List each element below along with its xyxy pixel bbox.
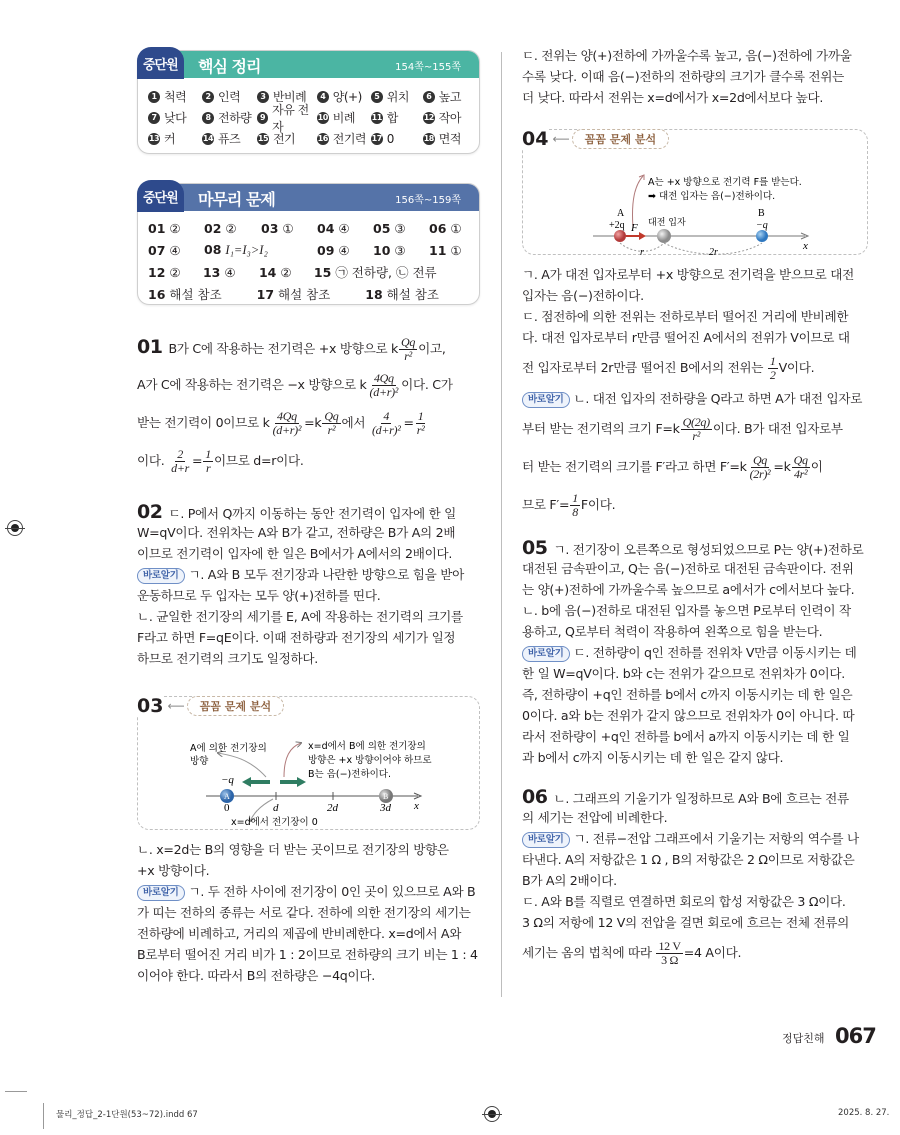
answer-row [148, 217, 471, 239]
fraction: $\frac{4Qq}{\text{(d+r)²}}$ [369, 371, 399, 399]
core-summary-title: 핵심 정리 [198, 57, 261, 76]
key-term: 14 퓨즈 [202, 132, 241, 146]
answer-item: 12 ② [148, 264, 181, 280]
answer-row [148, 261, 471, 283]
numbered-circle-icon: 18 [423, 134, 434, 143]
answer-item: 04 ④ [317, 220, 350, 236]
numbered-circle-icon: 6 [423, 91, 435, 103]
final-answers-grid [138, 211, 479, 315]
analysis-label: 꼼꼼 문제 분석 [572, 129, 669, 149]
key-term: 8 전하량 [202, 109, 257, 126]
registration-mark-icon [484, 1106, 500, 1122]
answer-item: 06 ① [429, 220, 462, 236]
numbered-circle-icon: 3 [257, 91, 269, 103]
numbered-circle-icon: 17 [371, 134, 382, 143]
svg-text:−q: −q [756, 220, 768, 231]
answer-item: 05 ③ [373, 220, 406, 236]
svg-text:r: r [640, 247, 644, 256]
svg-text:대전 입자: 대전 입자 [648, 218, 686, 228]
answer-item: 09 ④ [317, 242, 350, 258]
answer-row [148, 239, 471, 261]
registration-mark-icon [7, 520, 23, 536]
numbered-circle-icon: 4 [317, 91, 329, 103]
svg-text:A는 +x 방향으로 전기력 F를 받는다.: A는 +x 방향으로 전기력 F를 받는다. [648, 177, 802, 188]
svg-text:B는 음(−)전하이다.: B는 음(−)전하이다. [308, 769, 391, 780]
key-term: 17 0 [371, 131, 394, 146]
key-row [148, 102, 471, 134]
svg-text:A: A [224, 792, 230, 801]
answer-item: 07 ④ [148, 242, 181, 258]
question-number: 03 [137, 695, 164, 717]
svg-text:A에 의한 전기장의: A에 의한 전기장의 [190, 743, 267, 754]
coulomb-force-diagram [523, 130, 869, 256]
key-term: 3 반비례 [257, 88, 317, 105]
numbered-circle-icon: 15 [257, 134, 269, 143]
answer-item: 14 ② [258, 264, 292, 280]
section-label: 정답친해 [782, 1032, 825, 1045]
fraction: $\frac{1}{8}$ [572, 491, 578, 519]
svg-text:A: A [617, 208, 625, 219]
svg-text:+2q: +2q [609, 220, 625, 231]
fraction: $\frac{1}{r}$ [205, 447, 211, 475]
svg-text:0: 0 [224, 802, 230, 814]
analysis-box-04: 04 ⟵ 꼼꼼 문제 분석 A는 +x 방향으로 전기력 F를 받는다. ➡ 대전 입자는 음(−)전하이다. A +2q F 대전 입자 B −q r 2r x [522, 129, 868, 255]
fraction: $\frac{2}{d+r}$ [171, 447, 190, 475]
answer-06: 06 ㄴ. 그래프의 기울기가 일정하므로 A와 B에 흐르는 전류 의 세기는 전압에 비례한다. 바로알기 ㄱ. 전류−전압 그래프에서 기울기는 저항의 역수를 나 타낸다. A의 저항값은 1 Ω , B의 저항값은 2 Ω이므로 저항값은 B가 A의 2배이다. ㄷ. A와 B를 직렬로 연결하면 회로의 합성 저항값은 3 Ω이다. 3 Ω의 저항에 12 V의 전압을 걸면 회로에 흐르는 전체 전류의 세기는 옴의 법칙에 따라 $\frac{12 V}{3 \Omega}$ =4 A이다. [522, 786, 859, 967]
page-number: 067 [835, 1024, 876, 1048]
numbered-circle-icon: 2 [202, 91, 214, 103]
answer-05: 05 ㄱ. 전기장이 오른쪽으로 형성되었으므로 P는 양(+)전하로 대전된 금속판이고, Q는 음(−)전하로 대전된 금속판이다. 전위 는 양(+)전하에 가까울수록 높으므로 a에서가 c에서보다 높다. ㄴ. b에 음(−)전하로 대전된 입자를 놓으면 P로부터 인력이 작 용하고, Q로부터 척력이 작용하여 왼쪽으로 힘을 받는다. 바로알기 ㄷ. 전하량이 q인 전하를 전위차 V만큼 이동시키는 데 한 일 W=qV이다. b와 c는 전위가 같으므로 전위차가 0이다. 즉, 전하량이 +q인 전하를 b에서 c까지 이동시키는 데 한 일은 0이다. a와 b는 전위가 같지 않으므로 전위차가 0이 아니다. 따 라서 전하량이 +q인 전하를 b에서 a까지 이동시키는 데 한 일 과 b에서 c까지 이동시키는 데 한 일은 같지 않다. [522, 537, 864, 765]
final-answers-title: 마무리 문제 [198, 190, 275, 209]
key-row [148, 128, 471, 149]
numbered-circle-icon: 5 [371, 91, 383, 103]
question-number: 05 [522, 537, 548, 559]
fraction: $\frac{Qq}{\text{r²}}$ [401, 335, 416, 363]
column-divider [501, 52, 502, 997]
svg-text:B: B [758, 208, 765, 219]
key-term: 16 전기력 [317, 132, 367, 146]
svg-text:x=d에서 전기장이 0: x=d에서 전기장이 0 [231, 817, 318, 828]
svg-text:2d: 2d [327, 802, 338, 814]
key-term: 10 비례 [317, 111, 355, 125]
svg-text:F: F [631, 222, 638, 234]
section-tag: 중단원 [137, 47, 184, 79]
numbered-circle-icon: 10 [317, 113, 328, 122]
fraction: $\frac{4Qq}{\text{(d+r)²}}$ [272, 409, 302, 437]
fraction: $\frac{Qq}{\text{(2r)²}}$ [749, 453, 771, 481]
analysis-label: 꼼꼼 문제 분석 [187, 696, 284, 716]
core-summary-pages: 154쪽~155쪽 [395, 62, 461, 73]
electric-field-diagram [138, 697, 481, 831]
key-term: 7 낮다 [148, 109, 202, 126]
numbered-circle-icon: 11 [371, 113, 382, 122]
answer-item: 01 ② [148, 220, 181, 236]
correction-badge: 바로알기 [137, 885, 185, 901]
svg-text:방향은 +x 방향이어야 하므로: 방향은 +x 방향이어야 하므로 [308, 755, 432, 766]
answer-item: 15 ㉠ 전하량, ㉡ 전류 [313, 265, 437, 280]
right-column [522, 50, 868, 972]
correction-badge: 바로알기 [522, 646, 570, 662]
answer-item: 03 ① [261, 220, 294, 236]
svg-text:d: d [273, 802, 279, 814]
svg-text:방향: 방향 [190, 756, 209, 767]
answer-04: ㄱ. A가 대전 입자로부터 +x 방향으로 전기력을 받으므로 대전 입자는 음(−)전하이다. ㄷ. 점전하에 의한 전위는 전하로부터 떨어진 거리에 반비례한 다. 대전 입자로부터 r만큼 떨어진 A에서의 전위가 V이므로 대 전 입자로부터 2r만큼 떨어진 B에서의 전위는 $\frac{1}{2}$ V이다. 바로알기 ㄴ. 대전 입자의 전하량을 Q라고 하면 A가 대전 입자로 부터 받는 전기력의 크기 F=k $\frac{Q(2q)}{\text{r²}}$ 이다. B가 대전 입자로부 터 받는 전기력의 크기를 F′라고 하면 F′=k $\frac{Qq}{\text{(2r)²}}$ =k $\frac{Qq}{\text{4r²}}$ 이 므로 F′= $\frac{1}{8}$ F이다. [522, 267, 863, 519]
answer-03: ㄴ. x=2d는 B의 영향을 더 받는 곳이므로 전기장의 방향은 +x 방향이다. 바로알기 ㄱ. 두 전하 사이에 전기장이 0인 곳이 있으므로 A와 B 가 띠는 전하의 종류는 서로 같다. 전하에 의한 전기장의 세기는 전하량에 비례하고, 거리의 제곱에 반비례한다. x=d에서 A와 B로부터 떨어진 거리 비가 1 : 2이므로 전하량의 크기 비는 1 : 4 이어야 한다. 따라서 B의 전하량은 −4q이다. [137, 842, 478, 983]
key-term: 13 커 [148, 132, 176, 146]
answer-item: 13 ④ [202, 264, 236, 280]
key-term: 4 양(+) [317, 88, 371, 105]
final-answers-pages: 156쪽~159쪽 [395, 195, 461, 206]
key-term: 6 높고 [423, 88, 471, 105]
svg-text:B: B [383, 792, 389, 801]
question-number: 01 [137, 336, 163, 358]
answer-item: 16 해설 참조 [148, 287, 222, 302]
answer-03-continued: ㄷ. 전위는 양(+)전하에 가까울수록 높고, 음(−)전하에 가까울 수록 낮다. 이때 음(−)전하의 전하량의 크기가 클수록 전위는 더 낮다. 따라서 전위는 x=d에서가 x=2d에서보다 높다. [522, 48, 852, 105]
fraction: $\frac{1}{2}$ [769, 354, 776, 382]
svg-text:x: x [803, 240, 808, 252]
slug-date: 2025. 8. 27. [838, 1108, 890, 1118]
key-term: 15 전기 [257, 132, 296, 146]
numbered-circle-icon: 12 [423, 113, 434, 122]
numbered-circle-icon: 13 [148, 134, 160, 143]
fraction: $\frac{12 V}{3 \Omega}$ [658, 939, 681, 967]
crop-mark [43, 1103, 44, 1129]
key-term: 11 합 [371, 111, 398, 125]
core-summary-keys [138, 78, 479, 159]
answer-item: 18 해설 참조 [365, 287, 439, 302]
numbered-circle-icon: 9 [257, 112, 268, 124]
numbered-circle-icon: 14 [202, 134, 214, 143]
section-tag: 중단원 [137, 180, 184, 212]
fraction: $\frac{1}{\text{r²}}$ [416, 409, 425, 437]
correction-badge: 바로알기 [522, 392, 570, 408]
key-term: 5 위치 [371, 88, 423, 105]
fraction: $\frac{Qq}{\text{4r²}}$ [793, 453, 808, 481]
fraction: $\frac{Qq}{\text{r²}}$ [324, 409, 339, 437]
key-term: 12 작아 [423, 111, 461, 125]
core-summary-box [137, 50, 480, 154]
answer-item: 08 I₁=I₃>I₂ [204, 242, 268, 257]
slug-filename: 물리_정답_2-1단원(53~72).indd 67 [56, 1110, 198, 1120]
numbered-circle-icon: 7 [148, 112, 160, 124]
correction-badge: 바로알기 [137, 568, 185, 584]
question-number: 06 [522, 786, 548, 808]
key-term: 9 자유 전자 [257, 101, 317, 135]
answer-01: 01 B가 C에 작용하는 전기력은 +x 방향으로 k $\frac{Qq}{\text{r²}}$ 이고, A가 C에 작용하는 전기력은 −x 방향으로 k $\frac{4Qq}{\text{(d+r)²}}$ 이다. C가 받는 전기력이 0이므로 k $\frac{4Qq}{\text{(d+r)²}}$ =k $\frac{Qq}{\text{r²}}$ 에서 $\frac{4}{\text{(d+r)²}}$ = $\frac{1}{\text{r²}}$ 이다. $\frac{2}{d+r}$ = $\frac{1}{r}$ 이므로 d=r이다. [137, 335, 453, 475]
answer-02: 02 ㄷ. P에서 Q까지 이동하는 동안 전기력이 입자에 한 일 W=qV이다. 전위차는 A와 B가 같고, 전하량은 B가 A의 2배 이므로 전기력이 입자에 한 일은 B에서가 A에서의 2배이다. 바로알기 ㄱ. A와 B 모두 전기장과 나란한 방향으로 힘을 받아 운동하므로 두 입자는 모두 양(+)전하를 띤다. ㄴ. 균일한 전기장의 세기를 E, A에 작용하는 전기력의 크기를 F라고 하면 F=qE이다. 이때 전하량과 전기장의 세기가 일정 하므로 전기력의 크기도 일정하다. [137, 501, 464, 666]
answer-item: 17 해설 참조 [256, 287, 331, 302]
svg-text:x: x [414, 800, 419, 812]
question-number: 04 [522, 128, 549, 150]
final-answers-box [137, 183, 480, 305]
svg-text:x=d에서 B에 의한 전기장의: x=d에서 B에 의한 전기장의 [308, 741, 426, 752]
answer-item: 10 ③ [373, 242, 406, 258]
key-term: 18 면적 [423, 132, 461, 146]
key-term: 2 인력 [202, 88, 257, 105]
final-answers-header [138, 184, 479, 211]
fraction: $\frac{4}{\text{(d+r)²}}$ [371, 409, 401, 437]
svg-text:➡ 대전 입자는 음(−)전하이다.: ➡ 대전 입자는 음(−)전하이다. [648, 191, 776, 202]
svg-text:2r: 2r [709, 247, 718, 256]
left-column [137, 50, 480, 987]
numbered-circle-icon: 8 [202, 112, 214, 124]
answer-item: 02 ② [204, 220, 237, 236]
answer-row [148, 283, 471, 305]
correction-badge: 바로알기 [522, 832, 570, 848]
fraction: $\frac{Q(2q)}{\text{r²}}$ [682, 415, 710, 443]
key-term: 1 척력 [148, 88, 202, 105]
svg-text:−q: −q [221, 774, 234, 786]
numbered-circle-icon: 1 [148, 91, 160, 103]
crop-mark [5, 1091, 27, 1092]
core-summary-header [138, 51, 479, 78]
svg-text:3d: 3d [380, 802, 391, 814]
answer-item: 11 ① [429, 242, 462, 258]
analysis-box-03: 03 ⟵ 꼼꼼 문제 분석 A B −q 0 d 2d 3d x A에 의한 전기장의 방향 x=d에서 B에 의한 전기장의 방향은 +x 방향이어야 하므로 B는 음(−)전하이다. x=d에서 전기장이 0 [137, 696, 480, 830]
question-number: 02 [137, 501, 163, 523]
numbered-circle-icon: 16 [317, 134, 328, 143]
